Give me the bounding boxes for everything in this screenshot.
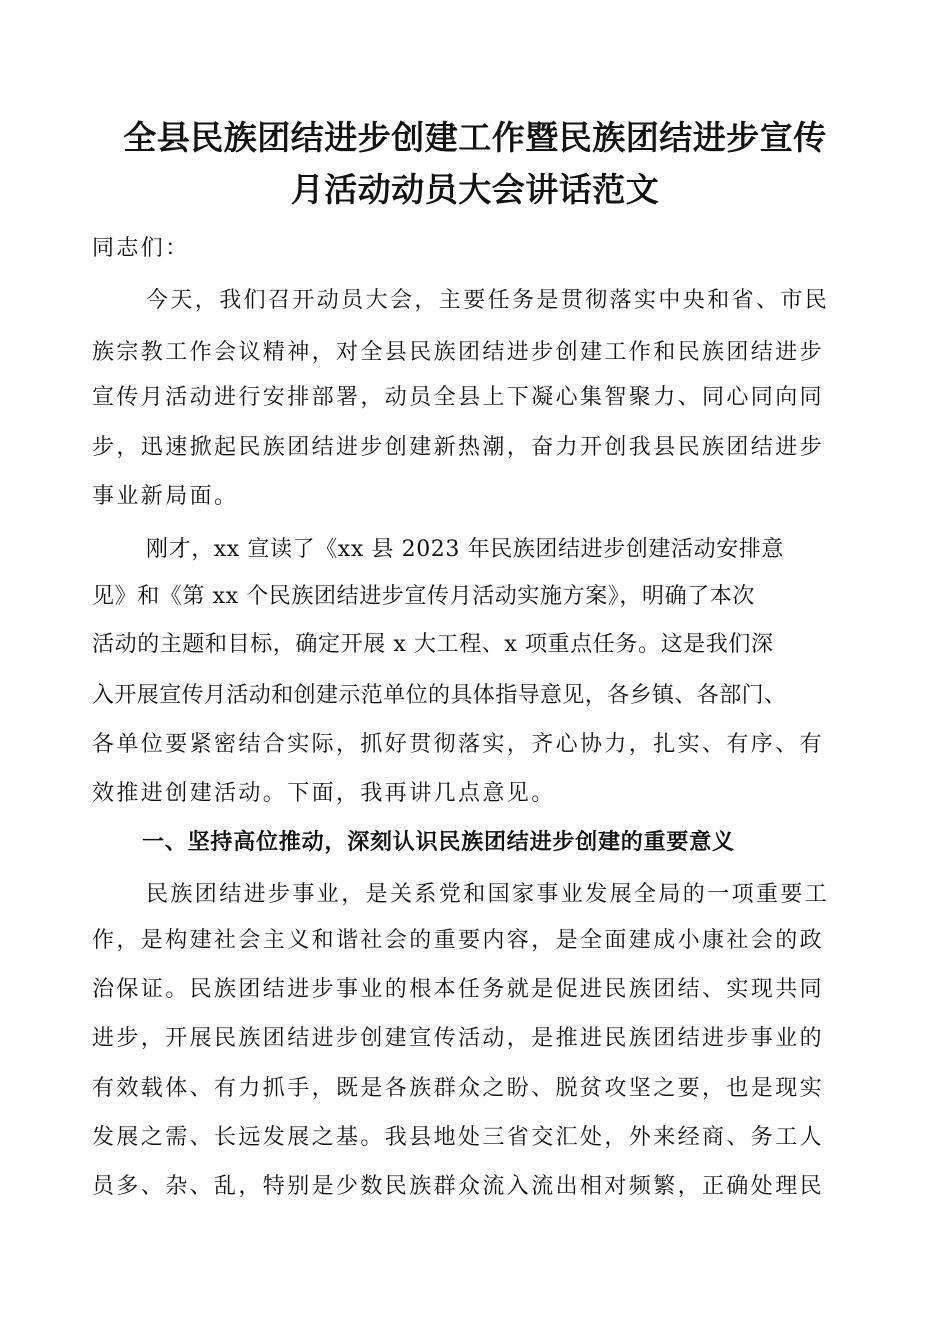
paragraph-line: 民族团结进步事业，是关系党和国家事业发展全局的一项重要工 — [146, 882, 830, 907]
paragraph-line: 员多、杂、乱，特别是少数民族群众流入流出相对频繁，正确处理民 — [92, 1174, 825, 1199]
salutation: 同志们： — [92, 236, 190, 261]
paragraph-line: 事业新局面。 — [92, 484, 239, 509]
paragraph-line: 效推进创建活动。下面，我再讲几点意见。 — [92, 781, 556, 806]
paragraph-line: 族宗教工作会议精神，对全县民族团结进步创建工作和民族团结进步 — [92, 340, 825, 365]
paragraph-line: 入开展宣传月活动和创建示范单位的具体指导意见，各乡镇、各部门、 — [92, 683, 787, 708]
paragraph-line: 各单位要紧密结合实际，抓好贯彻落实，齐心协力，扎实、有序、有 — [92, 732, 825, 757]
section-heading: 一、坚持高位推动，深刻认识民族团结进步创建的重要意义 — [142, 830, 735, 855]
paragraph-line: 进步，开展民族团结进步创建宣传活动，是推进民族团结进步事业的 — [92, 1026, 825, 1051]
paragraph-line: 活动的主题和目标，确定开展 x 大工程、x 项重点任务。这是我们深 — [92, 632, 774, 657]
paragraph-line: 作，是构建社会主义和谐社会的重要内容，是全面建成小康社会的政 — [92, 928, 825, 953]
paragraph-line: 步，迅速掀起民族团结进步创建新热潮，奋力开创我县民族团结进步 — [92, 435, 825, 460]
document-title-line-1: 全县民族团结进步创建工作暨民族团结进步宣传 — [123, 118, 827, 157]
paragraph-line: 见》和《第 xx 个民族团结进步宣传月活动实施方案》，明确了本次 — [92, 584, 756, 609]
paragraph-line: 刚才，xx 宣读了《xx 县 2023 年民族团结进步创建活动安排意 — [146, 537, 784, 562]
paragraph-line: 发展之需、长远发展之基。我县地处三省交汇处，外来经商、务工人 — [92, 1125, 825, 1150]
paragraph-line: 今天，我们召开动员大会，主要任务是贯彻落实中央和省、市民 — [146, 288, 830, 313]
paragraph-line: 有效载体、有力抓手，既是各族群众之盼、脱贫攻坚之要，也是现实 — [92, 1076, 825, 1101]
paragraph-line: 治保证。民族团结进步事业的根本任务就是促进民族团结、实现共同 — [92, 977, 825, 1002]
document-title-line-2: 月活动动员大会讲话范文 — [290, 170, 660, 209]
paragraph-line: 宣传月活动进行安排部署，动员全县上下凝心集智聚力、同心同向同 — [92, 385, 825, 410]
